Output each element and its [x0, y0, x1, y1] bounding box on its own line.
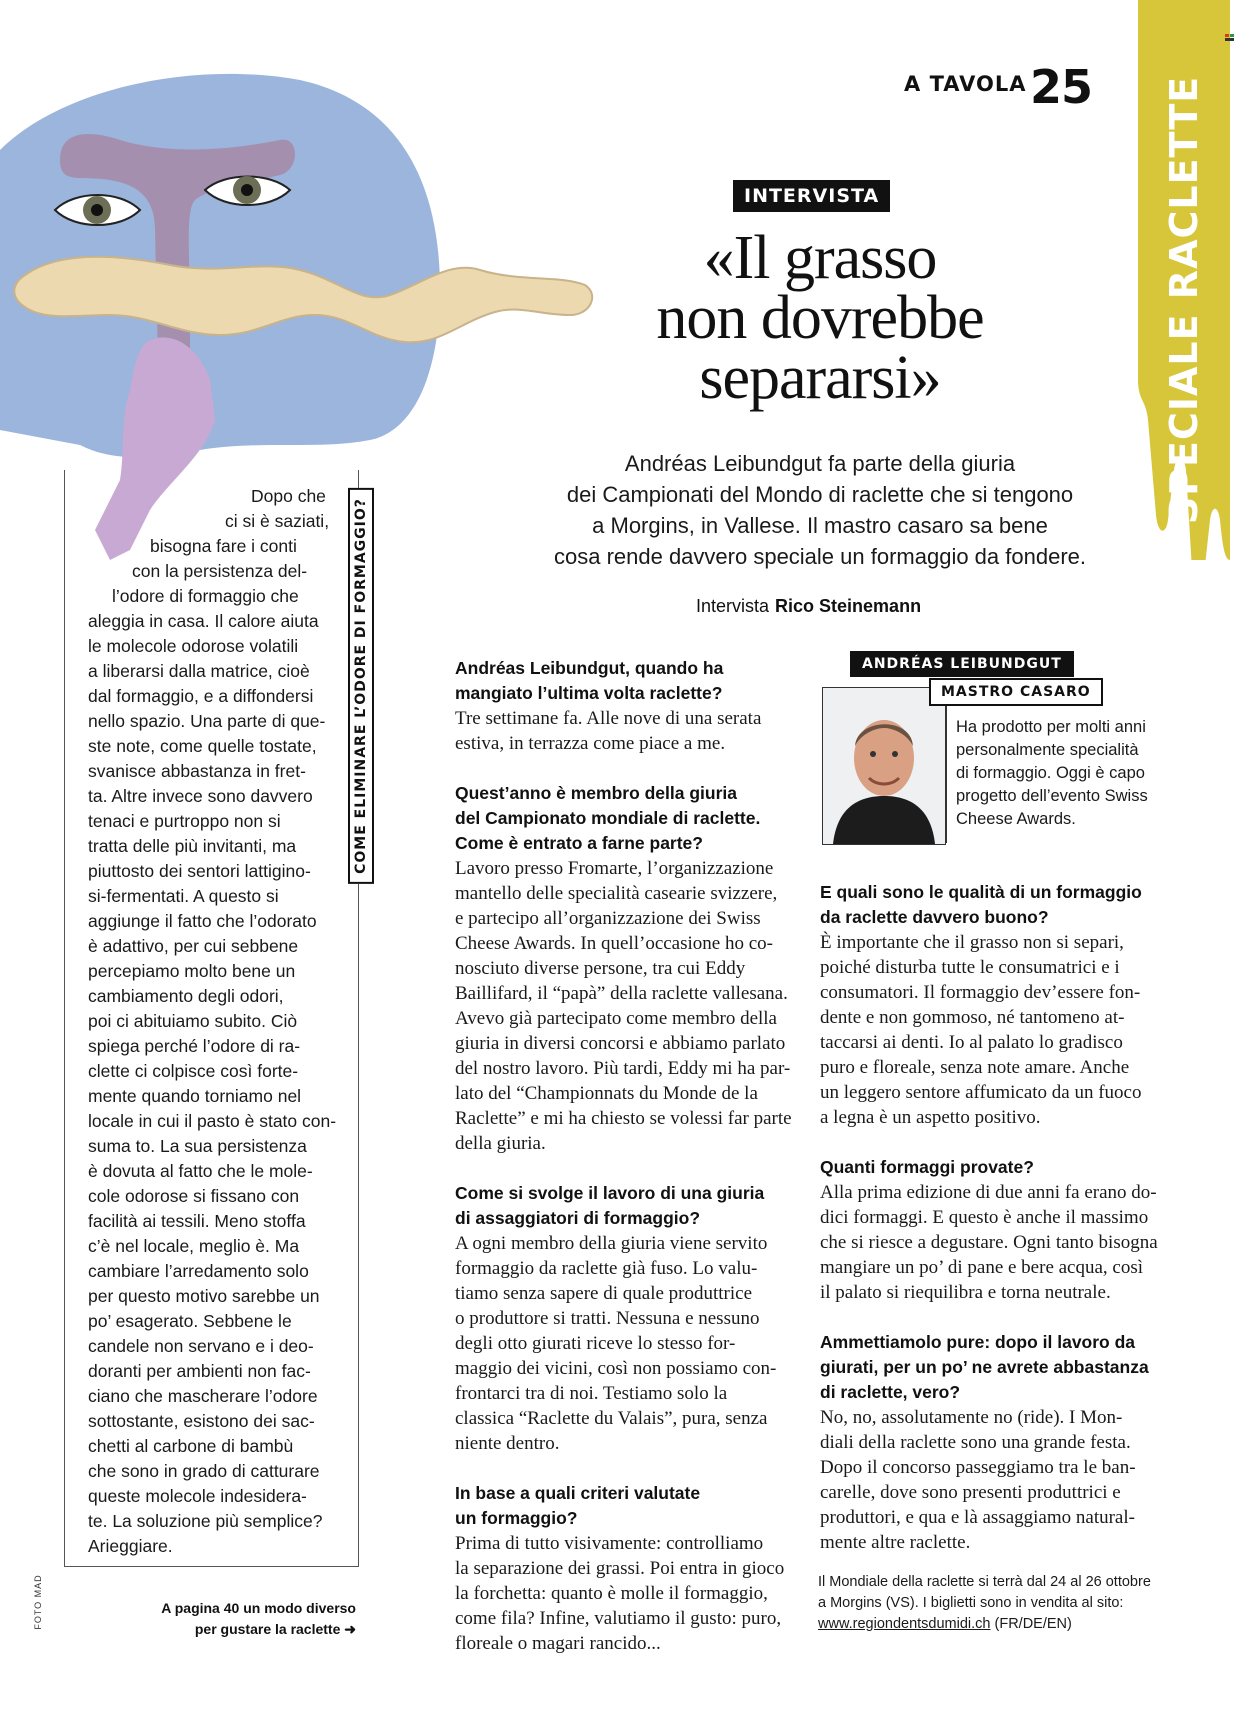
event-note: Il Mondiale della raclette si terrà dal 24 al 26 ottobre a Morgins (VS). I biglietti sono in vendita al sito: www.regiondentsdumidi.ch (FR/DE/EN): [818, 1574, 1151, 1632]
interview-column-2: [820, 880, 1180, 1555]
question: E quali sono le qualità di un formaggio da raclette davvero buono?: [820, 882, 1142, 927]
author-name: Rico Steinemann: [775, 596, 922, 616]
photo-credit: FOTO MAD: [33, 1574, 43, 1630]
profile-bio: Ha prodotto per molti anni personalmente specialità di formaggio. Oggi è capo progetto dell’evento Swiss Cheese Awards.: [956, 718, 1148, 828]
brand-mark-icon: [1225, 34, 1234, 41]
question: Quanti formaggi provate?: [820, 1157, 1034, 1177]
page-reference: A pagina 40 un modo diverso per gustare la raclette ➜: [161, 1600, 356, 1637]
interview-column-1: [455, 656, 815, 1656]
sidebar-label: COME ELIMINARE L’ODORE DI FORMAGGIO?: [348, 488, 374, 884]
byline: Intervista Rico Steinemann: [696, 596, 922, 616]
question: Come si svolge il lavoro di una giuria di assaggiatori di formaggio?: [455, 1183, 765, 1228]
sidebar-text: Dopo che ci si è saziati, bisogna fare i conti con la persistenza del- l’odore di formaggio che aleggia in casa. Il calore aiuta le molecole odorose volatili a liberarsi dalla matrice, cioè dal formaggio, e a diffondersi nello spazio. Una parte di que- ste note, come quelle tostate, svanisce abbastanza in fret- ta. Altre invece sono davvero tenaci e purtroppo non si tratta delle più invitanti, ma piuttosto dei sentori lattigino- si-fermentati. A questo si aggiunge il fatto che l’odorato è adattivo, per cui sebbene percepiamo molto bene un cambiamento degli odori, poi ci abituiamo subito. Ciò spiega perché l’odore di ra- clette ci colpisce così forte- mente quando torniamo nel locale in cui il pasto è stato con- suma to. La sua persistenza è dovuta al fatto che le mole- cole odorose si fissano con facilità ai tessili. Meno stoffa c’è nel locale, meglio è. Ma cambiare l’arredamento solo per questo motivo sarebbe un po’ esagerato. Sebbene le candele non servano e i deo- doranti per ambienti non fac- ciano che mascherare l’odore sottostante, esistono dei sac- chetti al carbone di bambù che sono in grado di catturare queste molecole indesidera- te. La soluzione più semplice? Arieggiare.: [88, 486, 337, 1556]
answer: Lavoro presso Fromarte, l’organizzazione mantello delle specialità casearie svizzere, e partecipo all’organizzazione dei Swiss Cheese Awards. In quell’occasione ho co- nosciuto diverse persone, tra cui Eddy Baillifard, il “papà” della raclette vallesana. Avevo già partecipato come membro della giuria in diversi concorsi e abbiamo parlato del nostro lavoro. Più tardi, Eddy mi ha par- lato del “Championnats du Monde de la Raclette” e mi ha chiesto se volessi far parte della giuria.: [455, 858, 792, 1154]
answer: No, no, assolutamente no (ride). I Mon- diali della raclette sono una grande festa. Dopo il concorso passeggiamo tra le ban- carelle, dove sono presenti produttrici e produttori, e qua e là assaggiamo natural- mente altre raclette.: [820, 1407, 1136, 1553]
portrait-illustration: [823, 688, 945, 844]
profile-name-badge: ANDRÉAS LEIBUNDGUT: [850, 651, 1074, 677]
answer: È importante che il grasso non si separi, poiché disturba tutte le consumatrici e i consumatori. Il formaggio dev’essere fon- dente e non gommoso, né tantomeno at- taccarsi ai denti. Io al palato lo gradisco puro e floreale, senza note amare. Anche un leggero sentore affumicato da un fuoco a legna è un aspetto positivo.: [820, 932, 1142, 1128]
headline: «Il grasso non dovrebbe separarsi»: [656, 224, 984, 412]
event-website-link[interactable]: www.regiondentsdumidi.ch: [818, 1616, 991, 1632]
question: Quest’anno è membro della giuria del Campionato mondiale di raclette. Come è entrato a farne parte?: [455, 783, 761, 853]
section-banner-label: SPECIALE RACLETTE: [1162, 75, 1206, 525]
question: In base a quali criteri valutate un formaggio?: [455, 1483, 701, 1528]
profile-role-badge: MASTRO CASARO: [929, 678, 1103, 706]
section-name: A TAVOLA: [904, 72, 1027, 96]
question: Ammettiamolo pure: dopo il lavoro da giurati, per un po’ ne avrete abbastanza di raclette, vero?: [820, 1332, 1149, 1402]
page-number: 25: [1030, 60, 1093, 114]
answer: Prima di tutto visivamente: controlliamo la separazione dei grassi. Poi entra in gioco la forchetta: quanto è molle il formaggio, come fila? Infine, valutiamo il gusto: puro, floreale o magari rancido...: [455, 1533, 785, 1654]
answer: Alla prima edizione di due anni fa erano do- dici formaggi. E questo è anche il massimo che si riesce a degustare. Ogni tanto bisogna mangiare un po’ di pane e bere acqua, così il palato si riequilibra e torna neutrale.: [820, 1182, 1158, 1303]
portrait-photo: [822, 687, 946, 845]
answer: A ogni membro della giuria viene servito formaggio da raclette già fuso. Lo valu- tiamo senza sapere di quale produttrice o produttore si tratti. Nessuna e nessuno degli otto giurati riceve lo stesso for- maggio dei vicini, così non possiamo con- frontarci tra di noi. Testiamo solo la classica “Raclette du Valais”, pura, senza niente dentro.: [455, 1233, 777, 1454]
question: Andréas Leibundgut, quando ha mangiato l’ultima volta raclette?: [455, 658, 724, 703]
kicker-badge: INTERVISTA: [733, 180, 890, 212]
profile-divider: [946, 700, 947, 843]
standfirst: Andréas Leibundgut fa parte della giuria dei Campionati del Mondo di raclette che si tengono a Morgins, in Vallese. Il mastro casaro sa bene cosa rende davvero speciale un formaggio da fondere.: [553, 451, 1086, 569]
answer: Tre settimane fa. Alle nove di una serata estiva, in terrazza come piace a me.: [455, 708, 762, 754]
